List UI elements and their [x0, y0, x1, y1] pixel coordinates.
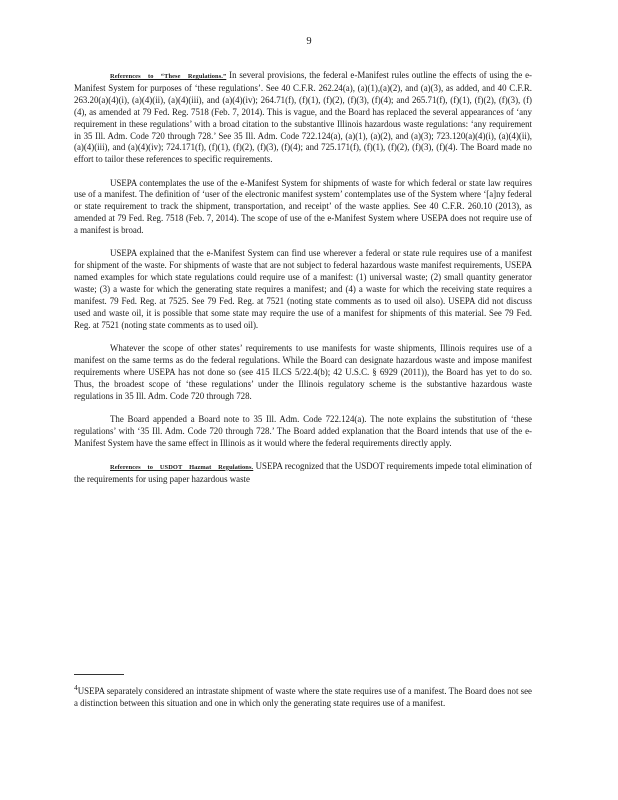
section-heading-usdot: References to USDOT Hazmat Regulations. — [110, 463, 254, 471]
paragraph-board-note — [74, 414, 532, 450]
paragraph-text: Whatever the scope of other states’ requirements to use manifests for waste shipments, Illinois requires use of a manifest on the same terms as do the federal regulations. While the Board can designate hazardous waste and impose manifest requirements where USEPA has not done so (see 415 ILCS 5/22.4(b); 42 U.S.C. § 6929 (2011)), the Board has yet to do so. Thus, the broadest scope of ‘these regulations’ under the Illinois regulatory scheme is the substantive hazardous waste regulations in 35 Ill. Adm. Code 720 through 728. — [74, 343, 532, 401]
paragraph-emanifest-use — [74, 178, 532, 238]
paragraph-usepa-explained — [74, 248, 532, 331]
paragraph-illinois-scope — [74, 343, 532, 403]
section-heading-these-regulations: References to “These Regulations.” — [110, 73, 227, 80]
footnote — [74, 682, 532, 710]
paragraph-text: USEPA explained that the e-Manifest System can find use wherever a federal or state rule requires use of a manifest for shipment of the waste. For shipments of waste that are not subject to federal hazardous waste manifest requirements, USEPA named examples for which state regulations could require use of a manifest: (1) universal waste; (2) small quantity generator waste; (3) a waste for which the generating state requires a manifest; and (4) a waste for which the receiving state requires a manifest. 79 Fed. Reg. at 7525. See 79 Fed. Reg. at 7521 (noting state comments as to used oil also). USEPA did not discuss used and waste oil, it is possible that some state may require the use of a manifest for shipments of this material. See 79 Fed. Reg. at 7521 (noting state comments as to used oil). — [74, 248, 532, 330]
footnote-body: USEPA separately considered an intrastate shipment of waste where the state requires use of a manifest. The Board does not see a distinction between this situation and one in which only the generating state requires use of a manifest. — [74, 685, 532, 708]
paragraph-text: USEPA recognized that the USDOT requirements impede total elimination of the requirements for using paper hazardous waste — [74, 460, 532, 484]
footnote-mark: 4 — [74, 683, 78, 692]
footnote-text — [74, 682, 532, 710]
paragraph-these-regulations — [74, 70, 532, 166]
footnote-divider — [74, 674, 124, 675]
paragraph-text: In several provisions, the federal e-Manifest rules outline the effects of using the e-Manifest System for purposes of ‘these regulations’. See 40 C.F.R. 262.24(a), (a)(1),(a)(2), and (a)(3), as added, and 40 C.F.R. 263.20(a)(4)(i), (a)(4)(ii), (a)(4)(iii), and (a)(4)(iv); 264.71(f), (f)(1), (f)(2), (f)(3), (f)(4); and 265.71(f), (f)(1), (f)(2), (f)(3), (f)(4), as amended at 79 Fed. Reg. 7518 (Feb. 7, 2014). This is vague, and the Board has replaced the several appearances of ‘any requirement in these regulations’ with a broad citation to the substantive Illinois hazardous waste regulations: ‘any requirement in 35 Ill. Adm. Code 720 through 728.’ See 35 Ill. Adm. Code 722.124(a), (a)(1), (a)(2), and (a)(3); 723.120(a)(4)(i), (a)(4)(ii), (a)(4)(iii), and (a)(4)(iv); 724.171(f), (f)(1), (f)(2), (f)(3), (f)(4); and 725.171(f), (f)(1), (f)(2), (f)(3), (f)(4). The Board made no effort to tailor these references to specific requirements. — [74, 70, 533, 165]
body-text — [74, 70, 532, 497]
paragraph-usdot — [74, 461, 532, 486]
paragraph-text: USEPA contemplates the use of the e-Manifest System for shipments of waste for which federal or state law requires use of a manifest. The definition of ‘user of the electronic manifest system’ contemplates use of the System where ‘[a]ny federal or state requirement to track the shipment, transportation, and receipt’ of the waste applies. See 40 C.F.R. 260.10 (2013), as amended at 79 Fed. Reg. 7518 (Feb. 7, 2014). The scope of use of the e-Manifest System where USEPA does not require use of a manifest is broad. — [74, 177, 532, 236]
paragraph-text: The Board appended a Board note to 35 Ill. Adm. Code 722.124(a). The note explains the substitution of ‘these regulations’ with ‘35 Ill. Adm. Code 720 through 728.’ The Board added explanation that the Board intends that use of the e-Manifest System have the same effect in Illinois as it would where the federal requirements directly apply. — [74, 413, 532, 448]
page-number: 9 — [306, 36, 312, 47]
